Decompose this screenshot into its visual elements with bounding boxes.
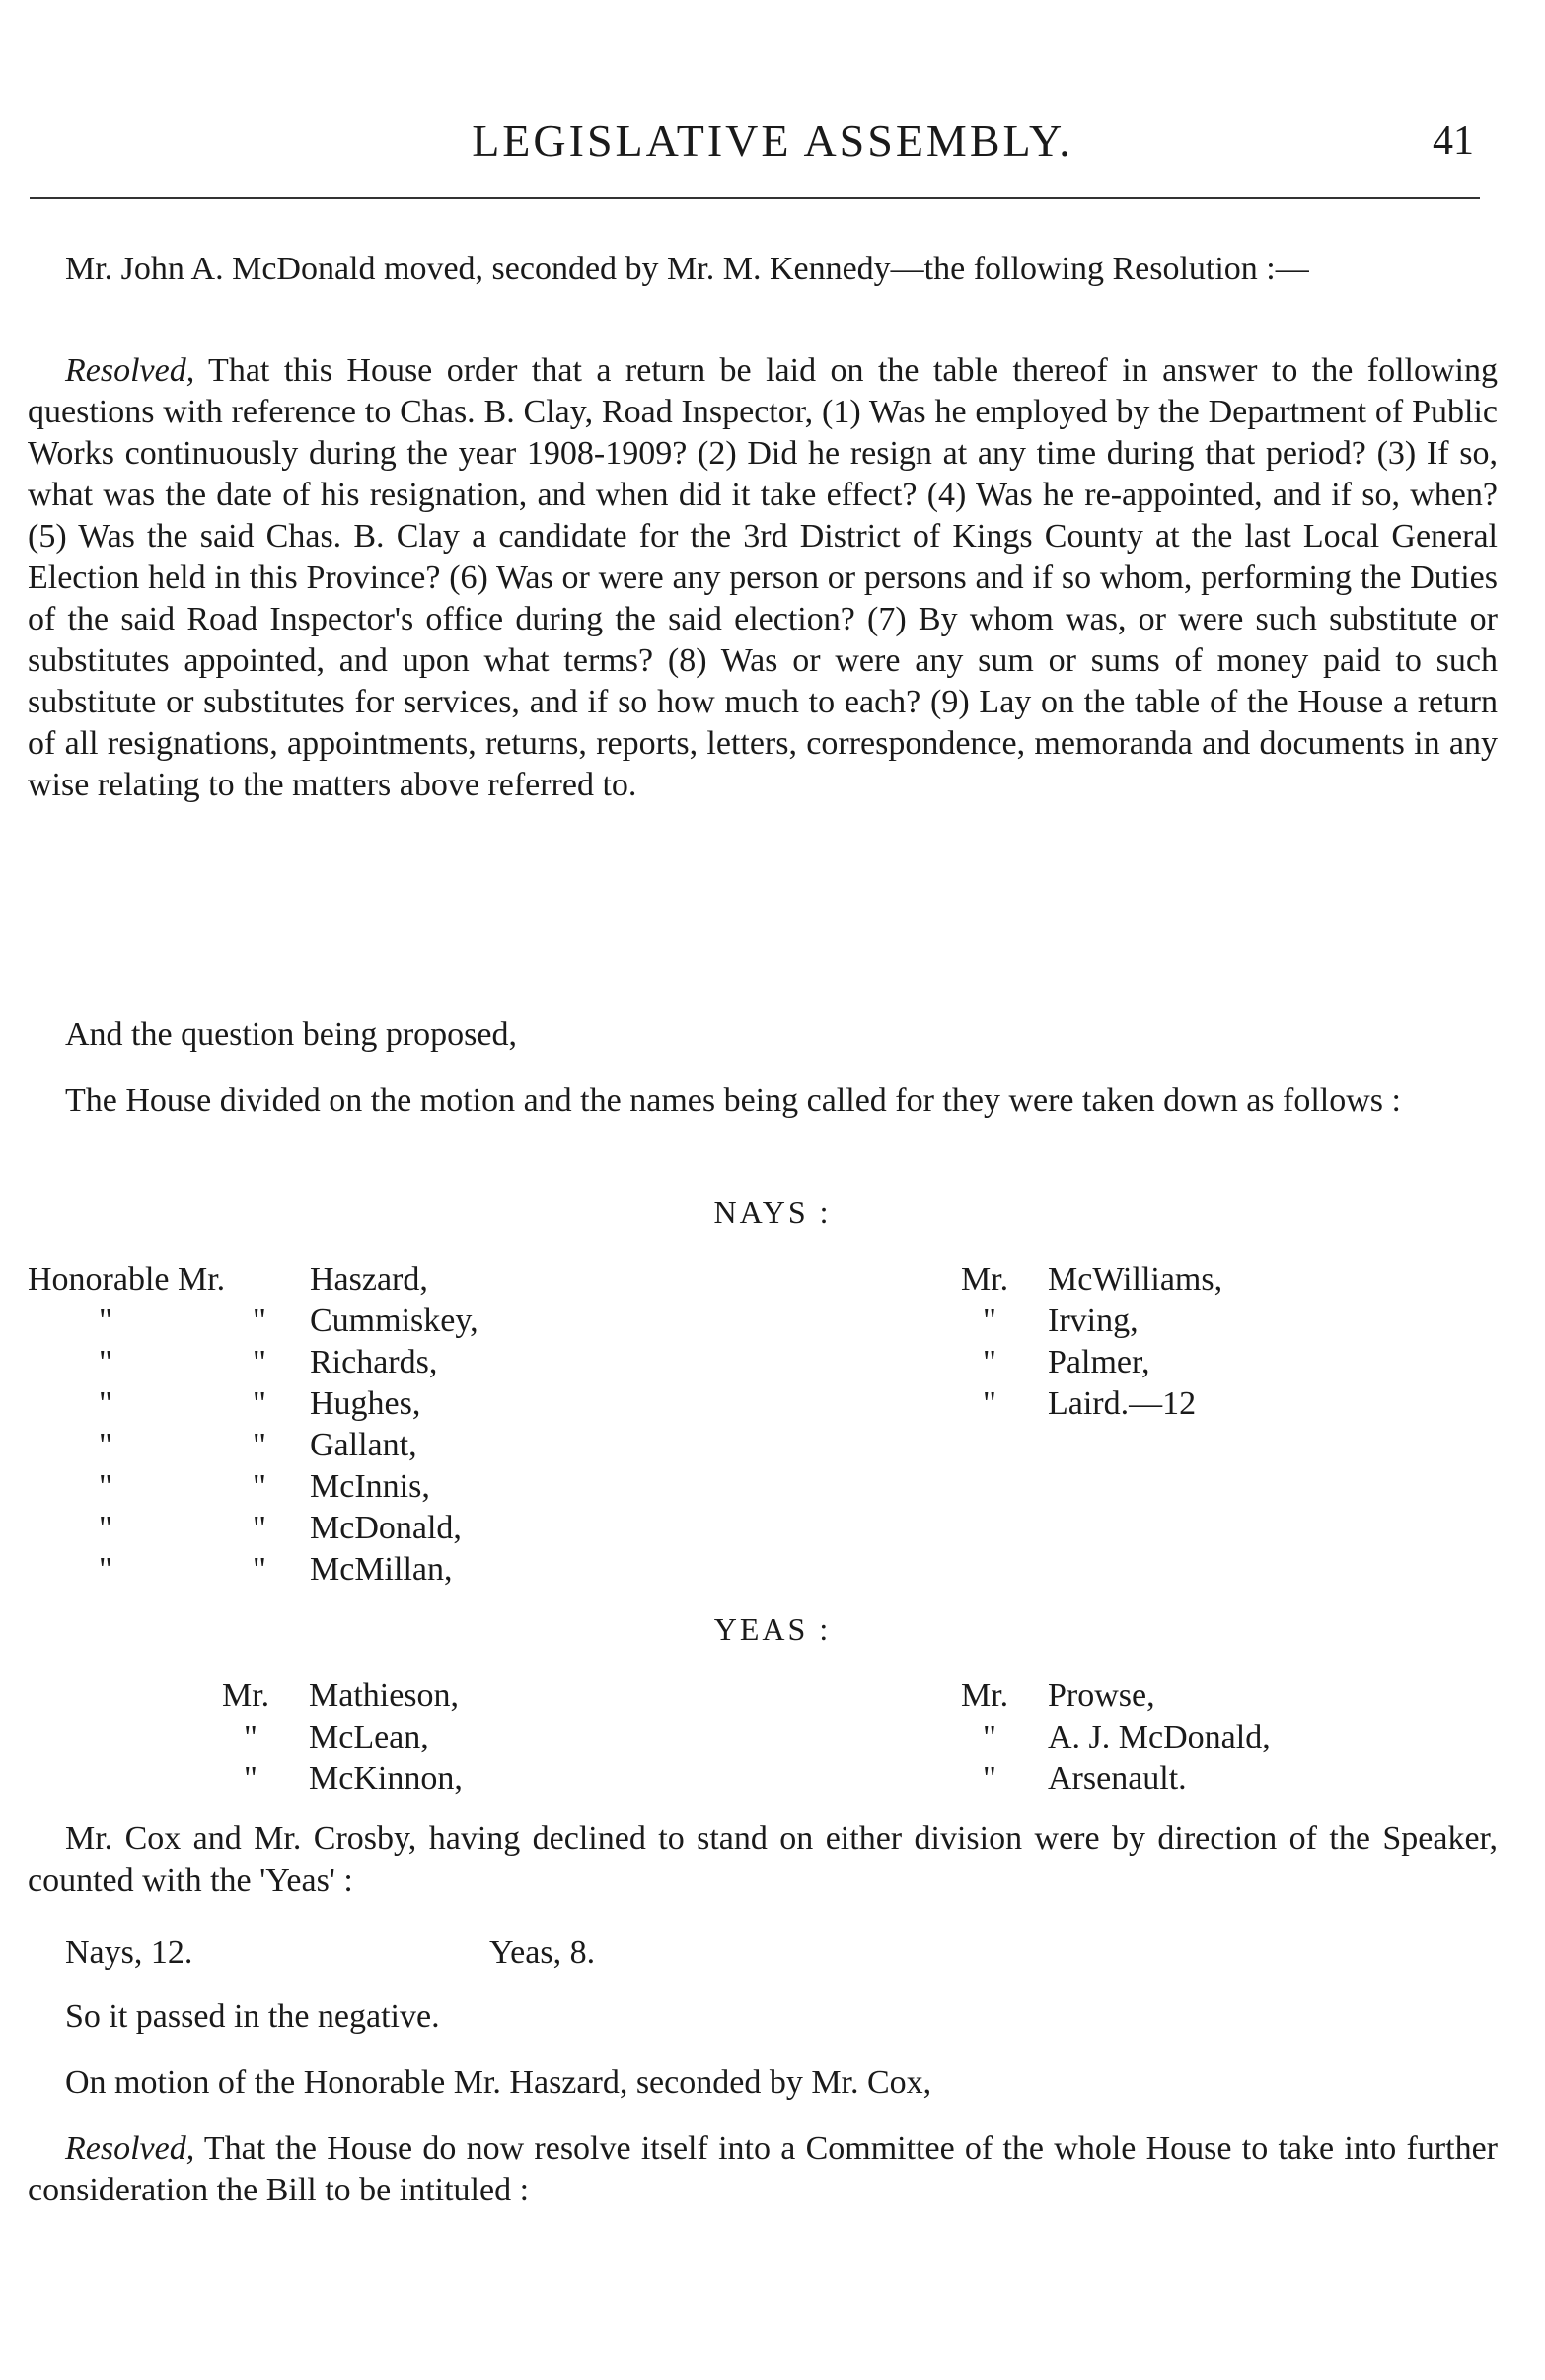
member-name: Richards, [310, 1344, 438, 1380]
ditto-mark: " [99, 1344, 112, 1380]
ditto-mark: " [983, 1760, 996, 1797]
header-rule [30, 197, 1480, 199]
member-name: Laird.—12 [1048, 1385, 1197, 1422]
ditto-mark: " [99, 1427, 112, 1463]
list-item [961, 1259, 1513, 1301]
member-name: Gallant, [310, 1427, 417, 1463]
member-name: Arsenault. [1048, 1760, 1187, 1797]
list-item [28, 1259, 718, 1301]
list-item [28, 1301, 718, 1342]
yeas-count: Yeas, 8. [489, 1934, 596, 1971]
list-item [961, 1301, 1513, 1342]
committee-resolution-text: That the House do now resolve itself into a Committee of the whole House to take into further consideration the Bill to be intituled : [28, 2130, 1498, 2208]
member-name: Hughes, [310, 1385, 421, 1422]
ditto-mark: " [99, 1510, 112, 1546]
question-line: And the question being proposed, [65, 1016, 517, 1053]
ditto-mark: " [983, 1302, 996, 1339]
ditto-mark: " [253, 1302, 266, 1339]
resolution-text: That this House order that a return be laid on the table thereof in answer to the following questions with reference to Chas. B. Clay, Road Inspector, (1) Was he employed by the Department of Public Works continuously during the year 1908-1909? (2) Did he resign at any time during that period? (3) If so, what was the date of his resignation, and when did it take effect? (4) Was he re-appointed, and if so, when? (5) Was the said Chas. B. Clay a candidate for the 3rd District of Kings County at the last Local General Election held in this Province? (6) Was or were any person or persons and if so whom, performing the Duties of the said Road Inspector's office during the said election? (7) By whom was, or were such substitute or substitutes appointed, and upon what terms? (8) Was or were any sum or sums of money paid to such substitute or substitutes for services, and if so how much to each? (9) Lay on the table of the House a return of all resignations, appointments, returns, reports, letters, correspondence, memoranda and documents in any wise relating to the matters above referred to. [28, 352, 1498, 803]
ditto-mark: " [99, 1302, 112, 1339]
yeas-left-column [222, 1675, 774, 1800]
list-item [222, 1758, 774, 1800]
ditto-mark: " [253, 1510, 266, 1546]
member-name: McWilliams, [1048, 1261, 1223, 1298]
result-line: So it passed in the negative. [65, 1998, 440, 2035]
nays-left-column [28, 1259, 718, 1591]
ditto-mark: " [99, 1468, 112, 1505]
running-title: LEGISLATIVE ASSEMBLY. [472, 115, 1073, 166]
page-number: 41 [1433, 118, 1474, 164]
ditto-mark: " [253, 1427, 266, 1463]
division-line: The House divided on the motion and the names being called for they were taken down as follows : [65, 1082, 1401, 1119]
member-name: McKinnon, [309, 1760, 463, 1797]
member-name: McDonald, [310, 1510, 462, 1546]
vote-tally [65, 1932, 953, 1973]
list-item [28, 1383, 718, 1425]
list-item [961, 1758, 1513, 1800]
list-item [28, 1342, 718, 1383]
nays-heading: NAYS : [713, 1194, 832, 1229]
ditto-mark: " [99, 1385, 112, 1422]
list-item [961, 1383, 1513, 1425]
member-name: McLean, [309, 1719, 429, 1755]
ditto-mark: " [253, 1468, 266, 1505]
ditto-mark: " [244, 1760, 258, 1797]
list-item [28, 1425, 718, 1466]
member-prefix: Mr. [961, 1677, 1009, 1714]
list-item [28, 1549, 718, 1591]
page-header [0, 116, 1545, 166]
ditto-mark: " [253, 1344, 266, 1380]
list-item [28, 1466, 718, 1508]
yeas-right-column [961, 1675, 1513, 1800]
list-item [961, 1675, 1513, 1717]
list-item [961, 1717, 1513, 1758]
ditto-mark: " [253, 1551, 266, 1588]
member-name: A. J. McDonald, [1048, 1719, 1271, 1755]
member-name: Irving, [1048, 1302, 1139, 1339]
member-name: McMillan, [310, 1551, 453, 1588]
member-name: Cummiskey, [310, 1302, 478, 1339]
member-prefix: Mr. [222, 1677, 270, 1714]
member-name: Mathieson, [309, 1677, 460, 1714]
resolution-paragraph [28, 350, 1498, 806]
ditto-mark: " [983, 1719, 996, 1755]
ditto-mark: " [244, 1719, 258, 1755]
resolved-word: Resolved, [65, 2130, 195, 2167]
ditto-mark: " [253, 1385, 266, 1422]
motion-intro: Mr. John A. McDonald moved, seconded by Mr. M. Kennedy—the following Resolution :— [65, 251, 1309, 287]
ditto-mark: " [983, 1385, 996, 1422]
member-name: Haszard, [310, 1261, 428, 1298]
nays-right-column [961, 1259, 1513, 1425]
ditto-mark: " [99, 1551, 112, 1588]
member-prefix: Mr. [961, 1261, 1009, 1298]
list-item [222, 1675, 774, 1717]
list-item [28, 1508, 718, 1549]
nays-count: Nays, 12. [65, 1934, 193, 1971]
member-name: Prowse, [1048, 1677, 1155, 1714]
resolved-word: Resolved, [65, 352, 195, 389]
list-item [961, 1342, 1513, 1383]
member-name: Palmer, [1048, 1344, 1150, 1380]
committee-resolution [28, 2128, 1498, 2211]
member-prefix: Honorable Mr. [28, 1261, 226, 1298]
next-motion-line: On motion of the Honorable Mr. Haszard, seconded by Mr. Cox, [65, 2064, 932, 2101]
abstention-note: Mr. Cox and Mr. Crosby, having declined to stand on either division were by direction of the Speaker, counted with the 'Yeas' : [28, 1821, 1498, 1898]
member-name: McInnis, [310, 1468, 430, 1505]
list-item [222, 1717, 774, 1758]
yeas-heading: YEAS : [713, 1611, 832, 1647]
ditto-mark: " [983, 1344, 996, 1380]
